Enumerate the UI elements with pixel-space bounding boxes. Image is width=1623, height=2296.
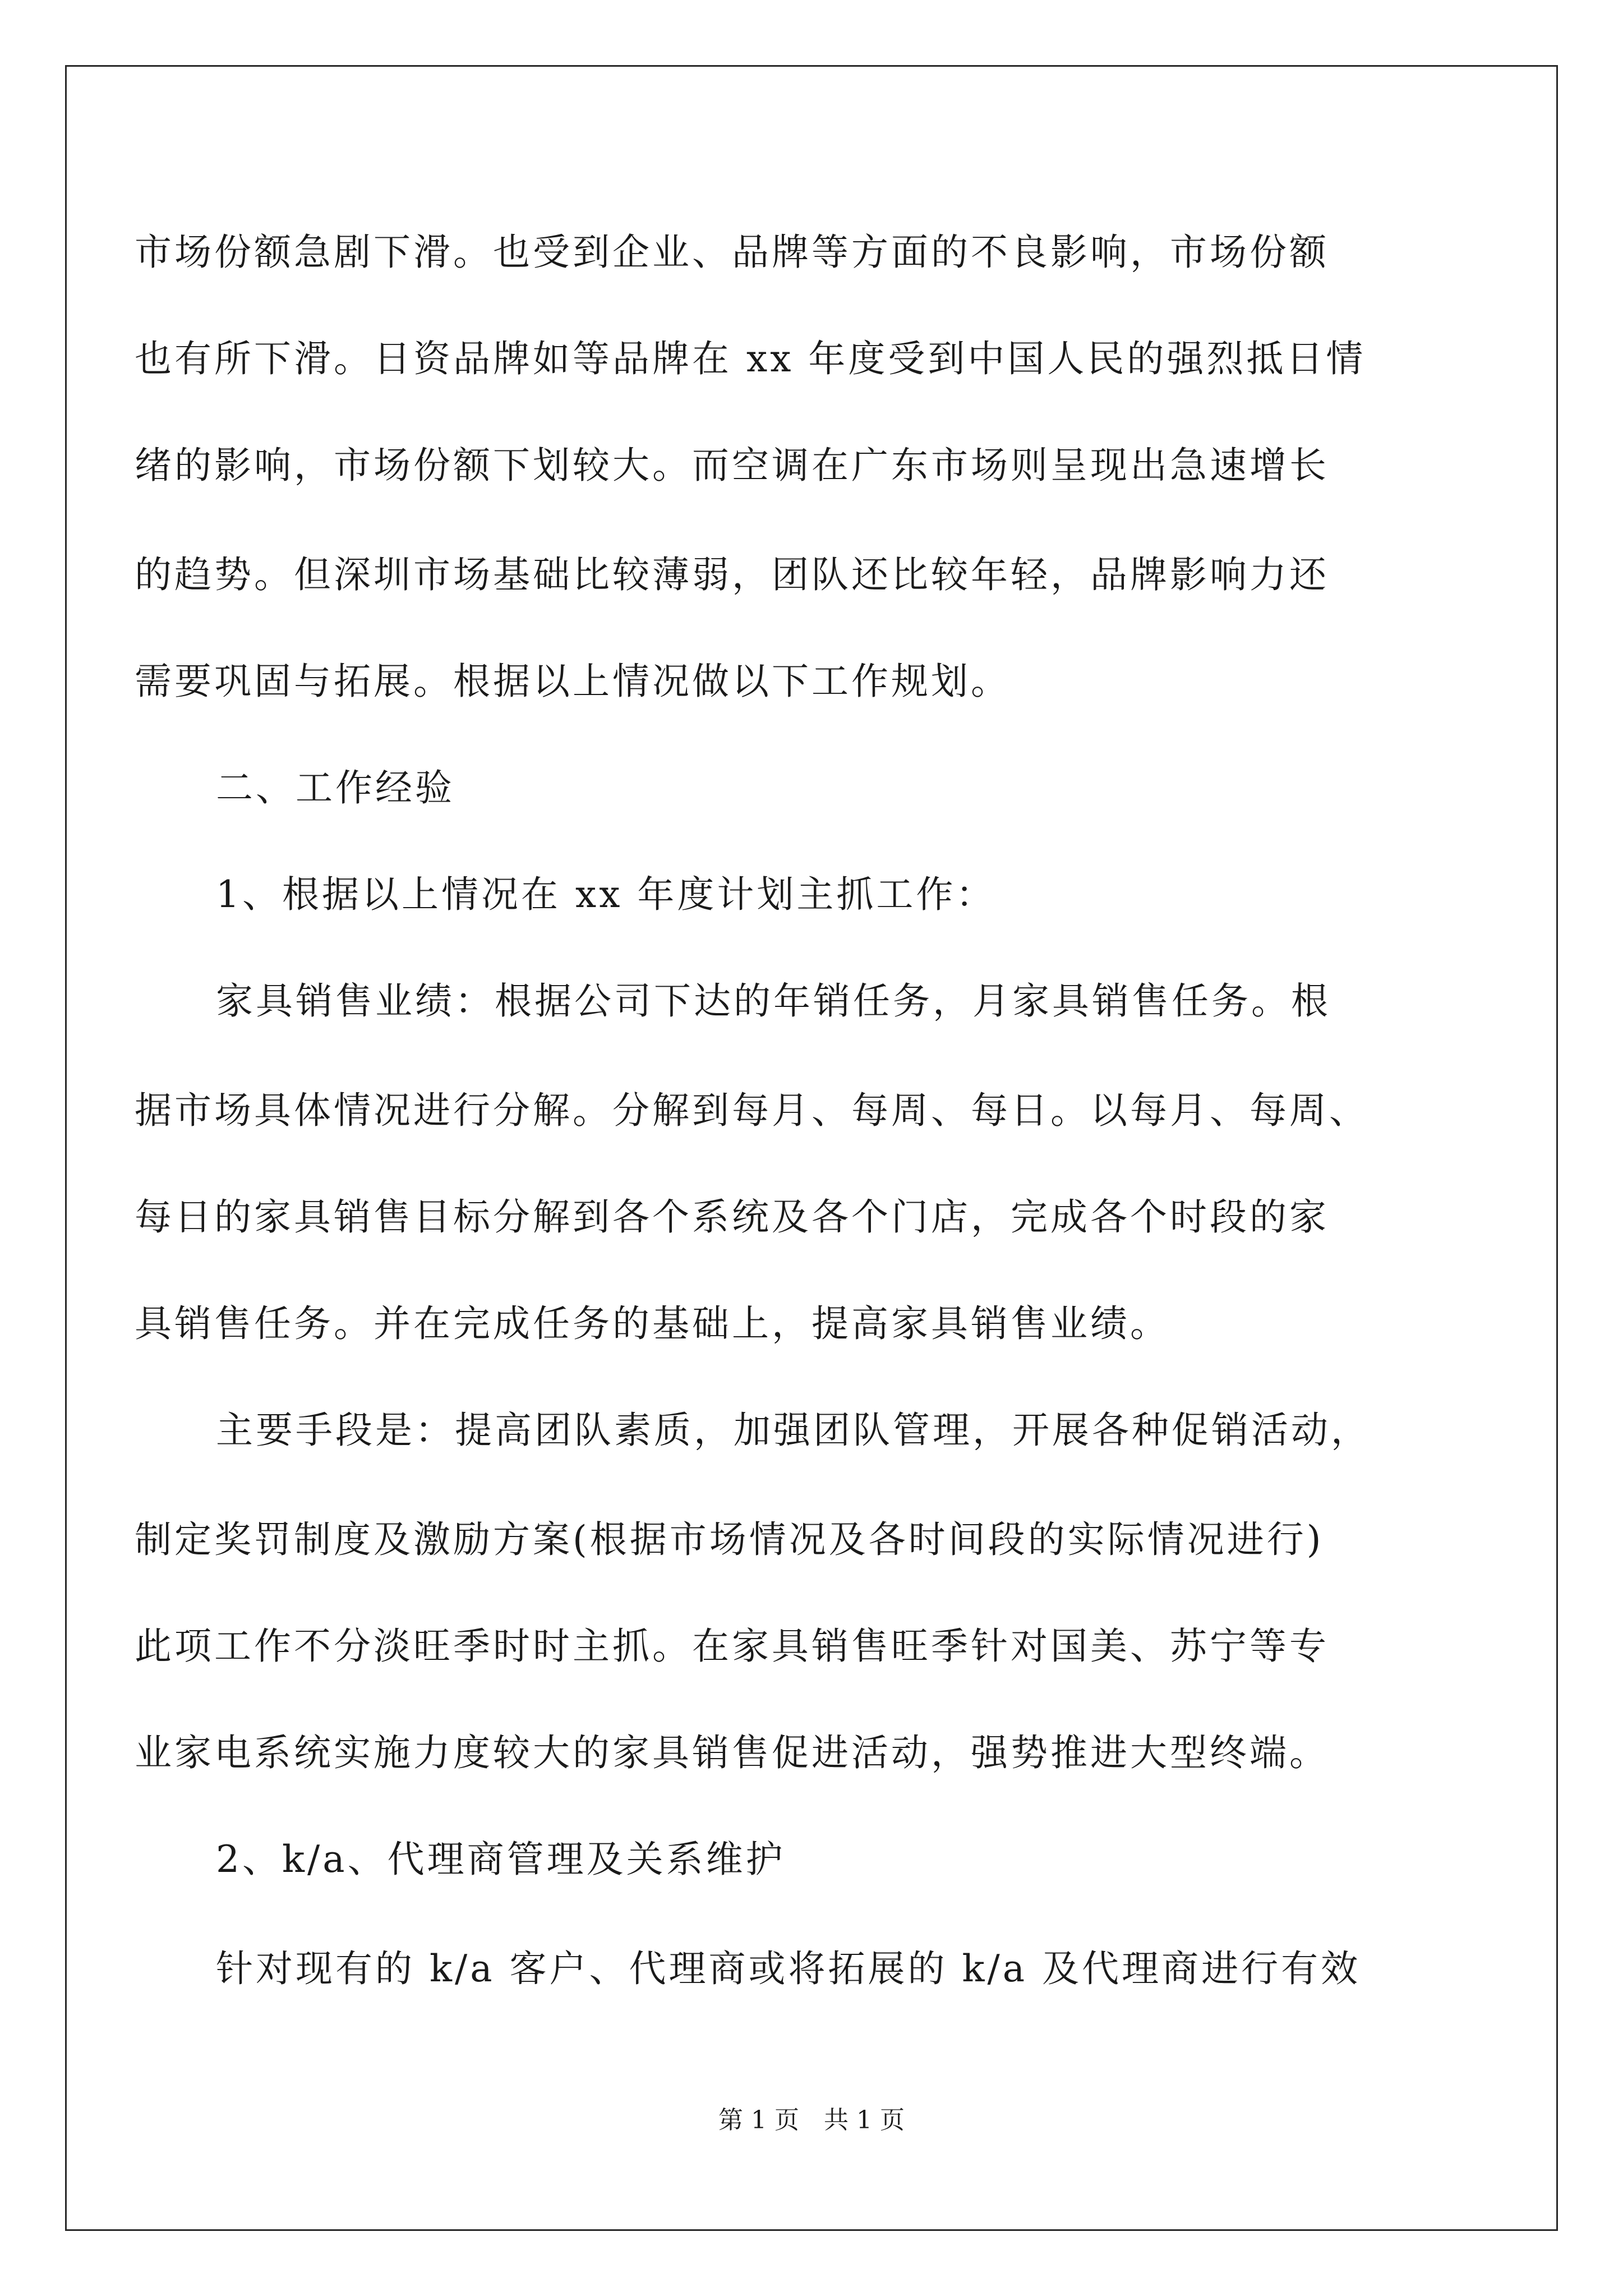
paragraph-line: 家具销售业绩：根据公司下达的年销任务，月家具销售任务。根 — [216, 979, 1331, 1023]
paragraph-line: 绪的影响，市场份额下划较大。而空调在广东市场则呈现出急速增长 — [135, 444, 1329, 487]
paragraph-line: 此项工作不分淡旺季时时主抓。在家具销售旺季针对国美、苏宁等专 — [135, 1625, 1329, 1668]
subsection-heading: 1、根据以上情况在 xx 年度计划主抓工作： — [216, 873, 996, 916]
paragraph-line: 需要巩固与拓展。根据以上情况做以下工作规划。 — [135, 660, 1011, 703]
paragraph-line: 的趋势。但深圳市场基础比较薄弱，团队还比较年轻，品牌影响力还 — [135, 553, 1329, 596]
subsection-heading: 2、k/a、代理商管理及关系维护 — [216, 1838, 786, 1881]
paragraph-line: 每日的家具销售目标分解到各个系统及各个门店，完成各个时段的家 — [135, 1195, 1329, 1239]
paragraph-line: 具销售任务。并在完成任务的基础上，提高家具销售业绩。 — [135, 1302, 1170, 1345]
paragraph-line: 制定奖罚制度及激励方案(根据市场情况及各时间段的实际情况进行) — [135, 1518, 1324, 1561]
paragraph-line: 据市场具体情况进行分解。分解到每月、每周、每日。以每月、每周、 — [135, 1089, 1369, 1132]
paragraph-line: 针对现有的 k/a 客户、代理商或将拓展的 k/a 及代理商进行有效 — [216, 1947, 1361, 1990]
section-heading: 二、工作经验 — [216, 766, 455, 809]
paragraph-line: 业家电系统实施力度较大的家具销售促进活动，强势推进大型终端。 — [135, 1731, 1329, 1774]
page-number-footer: 第 1 页 共 1 页 — [718, 2106, 905, 2134]
paragraph-line: 主要手段是：提高团队素质，加强团队管理，开展各种促销活动， — [216, 1409, 1371, 1452]
paragraph-line: 也有所下滑。日资品牌如等品牌在 xx 年度受到中国人民的强烈抵日情 — [135, 337, 1366, 380]
paragraph-line: 市场份额急剧下滑。也受到企业、品牌等方面的不良影响，市场份额 — [135, 231, 1329, 274]
